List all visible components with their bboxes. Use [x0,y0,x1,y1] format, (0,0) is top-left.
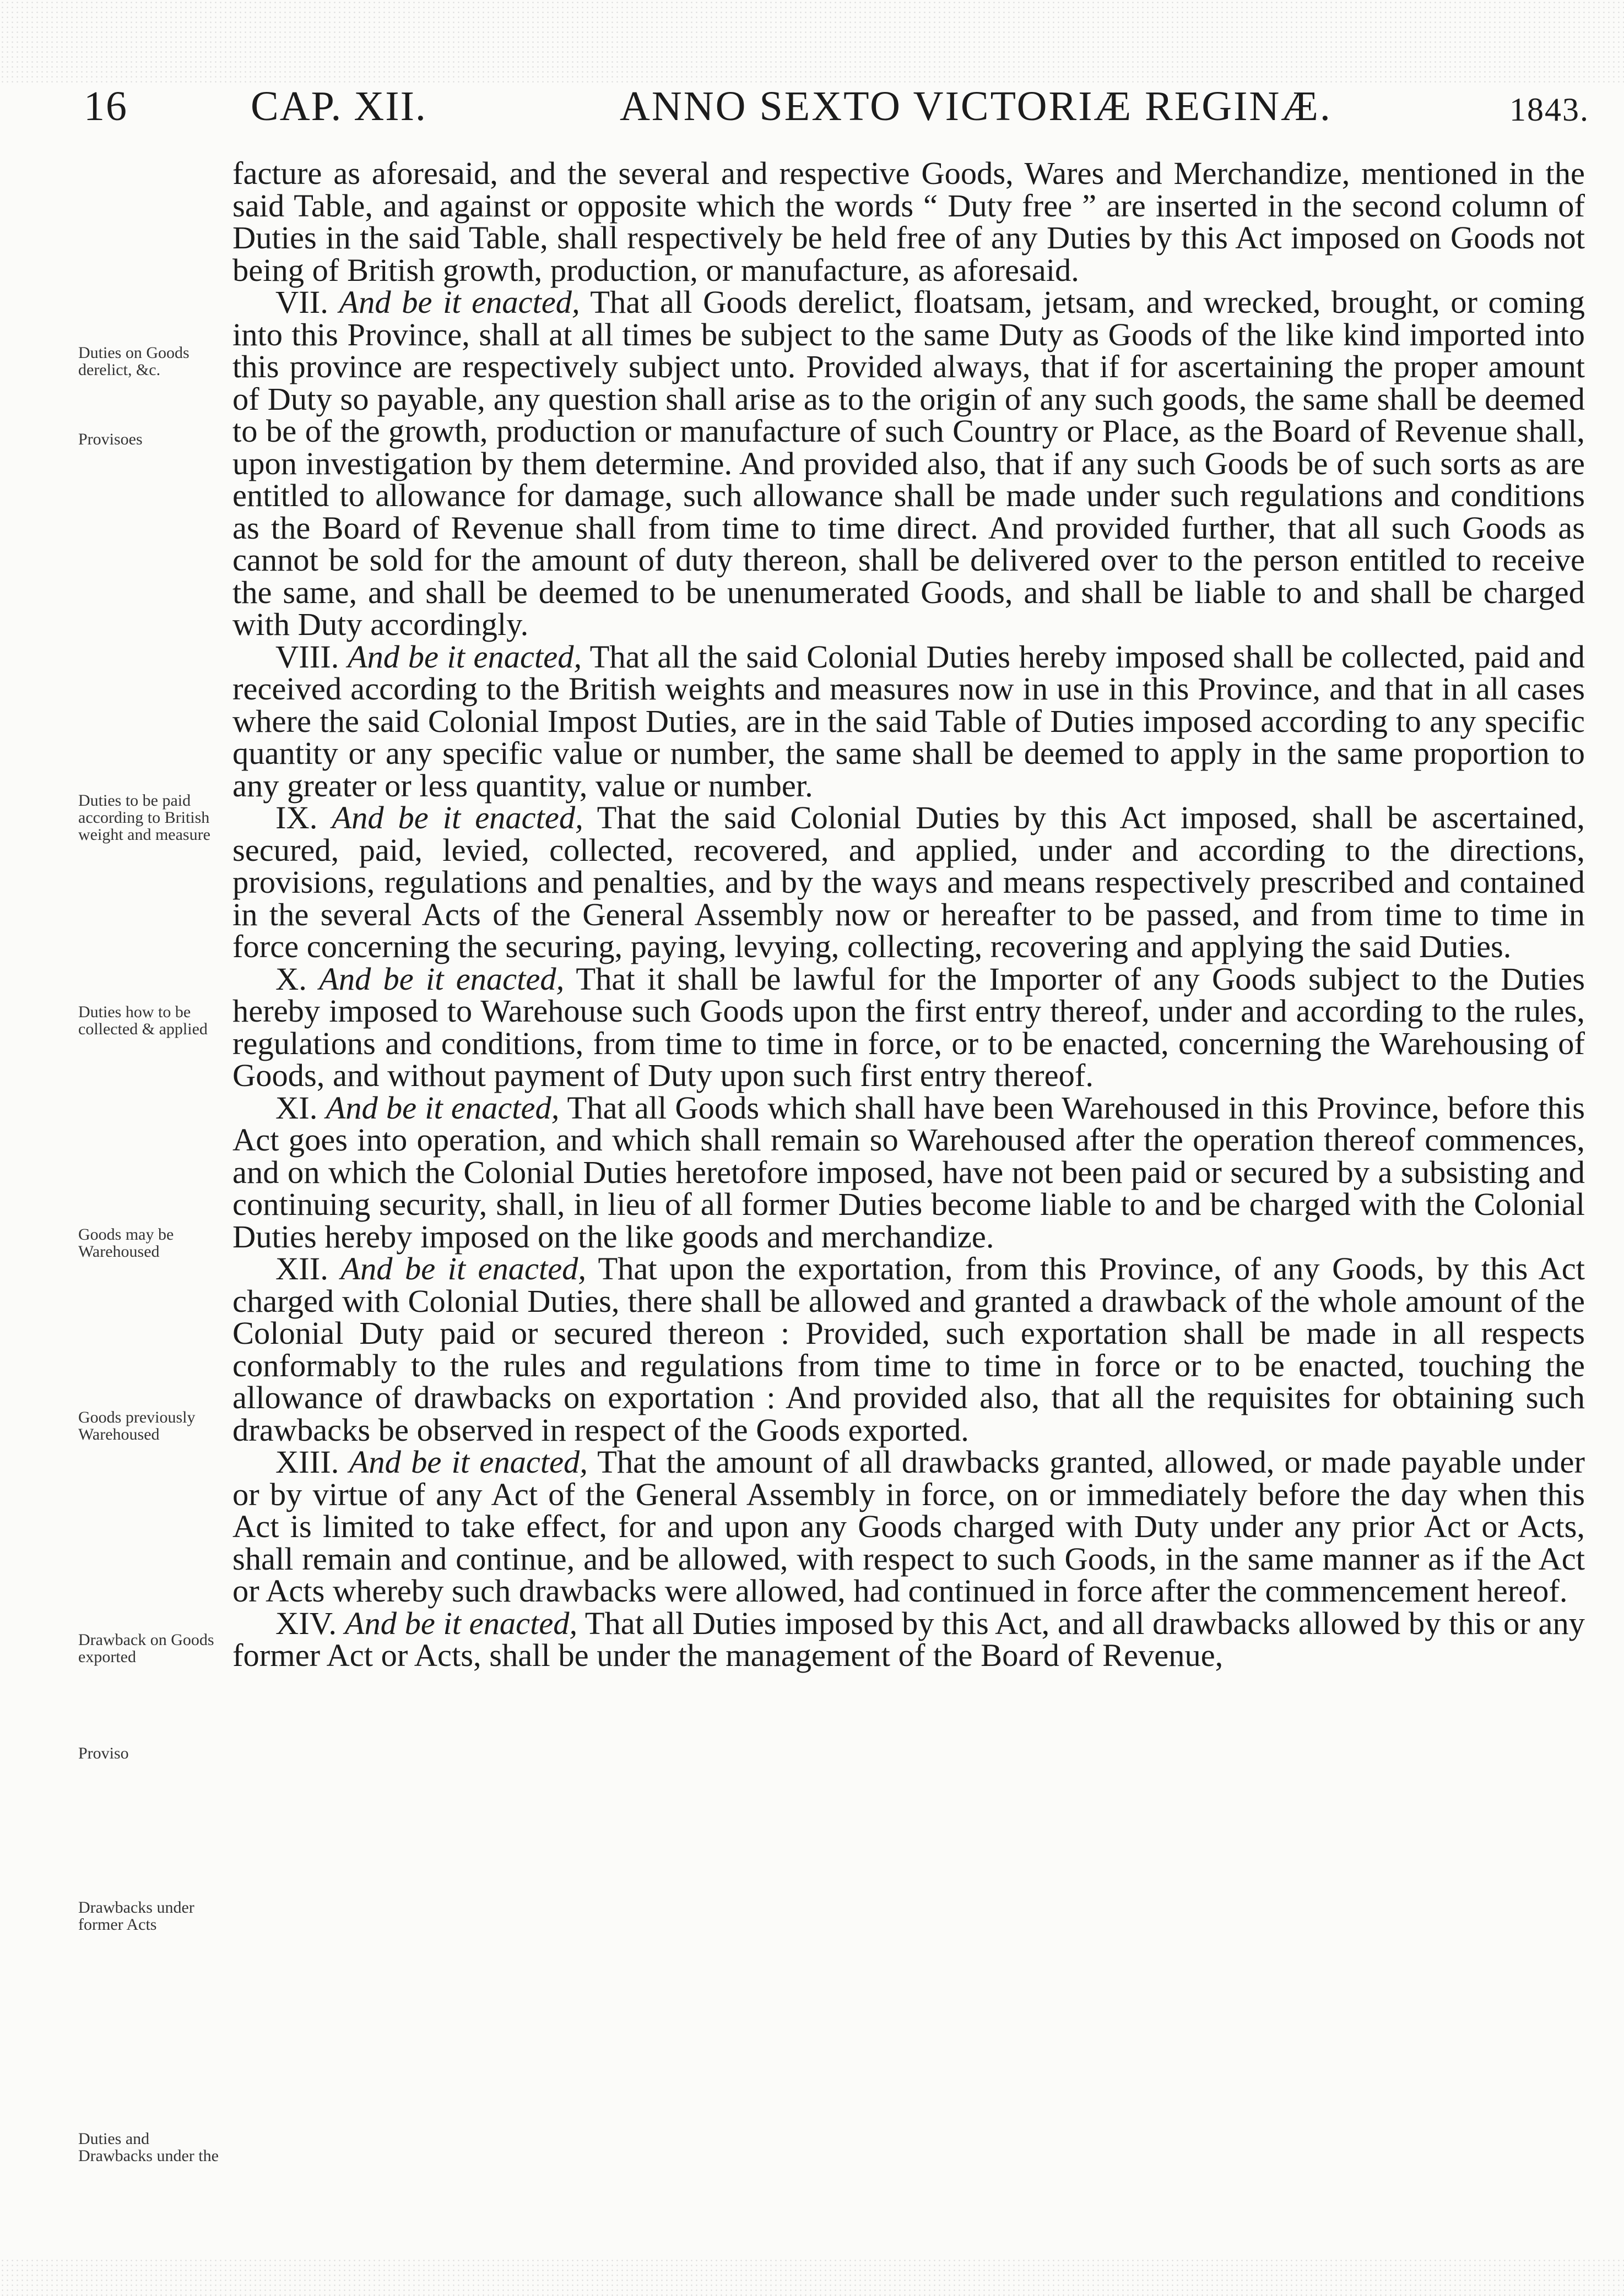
page-number: 16 [84,83,128,129]
running-title: ANNO SEXTO VICTORIÆ REGINÆ. [620,83,1332,129]
enacting-clause: And be it enacted, [332,800,583,835]
body-text [232,155,1585,1673]
margin-note: Provisoes [78,430,143,448]
margin-note: Drawbacks under former Acts [78,1898,194,1934]
section-8 [232,638,1585,804]
section-10 [232,960,1585,1093]
margin-note: Goods may be Warehoused [78,1225,174,1261]
section-text: That all Goods which shall have been Warehoused in this Province, before this Act goes into operation, and which shall remain so Warehoused after the operation thereof commences, and on which the Colonial Duties heretofore imposed, have not been paid or secured by a subsisting and continuing security, shall, in lieu of all former Duties become liable to and be charged with the Colonial Duties hereby imposed on the like goods and merchandize. [232,1089,1585,1255]
section-text: That it shall be lawful for the Importer of any Goods subject to the Duties hereby imposed to Warehouse such Goods upon the first entry thereof, under and according to the rules, regulations and conditions, from time to time in force, or to be enacted, concerning the Warehousing of Goods, and without payment of Duty upon such first entry thereof. [232,960,1585,1093]
margin-note: Duties how to be collected & applied [78,1003,208,1038]
enacting-clause: And be it enacted, [347,638,582,675]
margin-note: Drawback on Goods exported [78,1631,214,1666]
section-text: That all Duties imposed by this Act, and all drawbacks allowed by this or any former Act or Acts, shall be under the management of the Board of Revenue, [232,1605,1585,1673]
margin-note: Proviso [78,1744,129,1762]
section-12 [232,1253,1585,1446]
section-text: That upon the exportation, from this Province, of any Goods, by this Act charged with Colonial Duties, there shall be allowed and granted a drawback of the whole amount of the Colonial Duty paid or secured thereon : Provided, such exportation shall be made in all respects conformably to the rules and regulations from time to time in force or to be enacted, touching the allowance of drawbacks on exportation : And provided also, that all the requisites for obtaining such drawbacks be observed in respect of the Goods exported. [232,1251,1585,1448]
section-text: That the amount of all drawbacks granted, allowed, or made payable under or by virtue of any Act of the General Assembly in force, on or immediately before the day when this Act is limited to take effect, for and upon any Goods charged with Duty under any prior Act or Acts, shall remain and continue, and be allowed, with respect to such Goods, in the same manner as if the Act or Acts whereby such drawbacks were allowed, had continued in force after the commencement hereof. [232,1444,1585,1609]
section-number: VIII. [275,638,339,675]
scan-texture-bottom [0,2258,1624,2296]
year: 1843. [1509,91,1589,128]
margin-note: Duties and Drawbacks under the [78,2130,219,2165]
section-7 [232,286,1585,641]
enacting-clause: And be it enacted, [339,284,580,320]
margin-note: Goods previously Warehoused [78,1408,196,1443]
section-11 [232,1089,1585,1255]
section-number: XIII. [275,1444,339,1480]
section-text: That all Goods derelict, floatsam, jetsam, and wrecked, brought, or coming into this Province, shall at all times be subject to the same Duty as Goods of the like kind imported into this province are respectively subject unto. Provided always, that if for ascertaining the proper amount of Duty so payable, any question shall arise as to the origin of any such goods, the same shall be deemed to be of the growth, production or manufacture of such Country or Place, as the Board of Revenue shall, upon investigation by them determine. And provided also, that if any such Goods be of such sorts as are entitled to allowance for damage, such allowance shall be made under such regulations and conditions as the Board of Revenue shall from time to time direct. And provided further, that all such Goods as cannot be sold for the amount of duty thereon, shall be delivered over to the person entitled to receive the same, and shall be deemed to be unenumerated Goods, and shall be liable to and shall be charged with Duty accordingly. [232,284,1585,642]
continuation-paragraph: facture as aforesaid, and the several and respective Goods, Wares and Merchandize, mentioned in the said Table, and against or opposite which the words “ Duty free ” are inserted in the second column of Duties in the said Table, shall respectively be held free of any Duties by this Act imposed on Goods not being of British growth, production, or manufacture, as aforesaid. [232,155,1585,288]
section-number: IX. [275,800,318,835]
section-13 [232,1446,1585,1608]
margin-note: Duties to be paid according to British weight and measure [78,791,210,844]
section-text: That all the said Colonial Duties hereby imposed shall be collected, paid and received according to the British weights and measures now in use in this Province, and that in all cases where the said Colonial Impost Duties, are in the said Table of Duties imposed according to any specific quantity or any specific value or number, the same shall be deemed to apply in the same proportion to any greater or less quantity, value or number. [232,638,1585,804]
margin-note: Duties on Goods derelict, &c. [78,344,190,379]
enacting-clause: And be it enacted, [340,1251,587,1287]
section-number: XII. [275,1251,328,1287]
section-number: XIV. [275,1605,337,1641]
section-number: X. [275,960,307,997]
enacting-clause: And be it enacted, [319,960,565,997]
enacting-clause: And be it enacted, [349,1444,588,1480]
section-number: XI. [275,1089,318,1126]
chapter-heading: CAP. XII. [251,83,427,129]
scan-texture-top [0,0,1624,83]
enacting-clause: And be it enacted, [326,1089,560,1126]
section-number: VII. [275,284,328,320]
section-9 [232,802,1585,963]
section-14 [232,1605,1585,1673]
section-text: That the said Colonial Duties by this Act imposed, shall be ascertained, secured, paid, levied, collected, recovered, and applied, under and according to the directions, provisions, regulations and penalties, and by the ways and means respectively prescribed and contained in the several Acts of the General Assembly now or hereafter to be passed, and from time to time in force concerning the securing, paying, levying, collecting, recovering and applying the said Duties. [232,800,1585,964]
enacting-clause: And be it enacted, [344,1605,578,1641]
